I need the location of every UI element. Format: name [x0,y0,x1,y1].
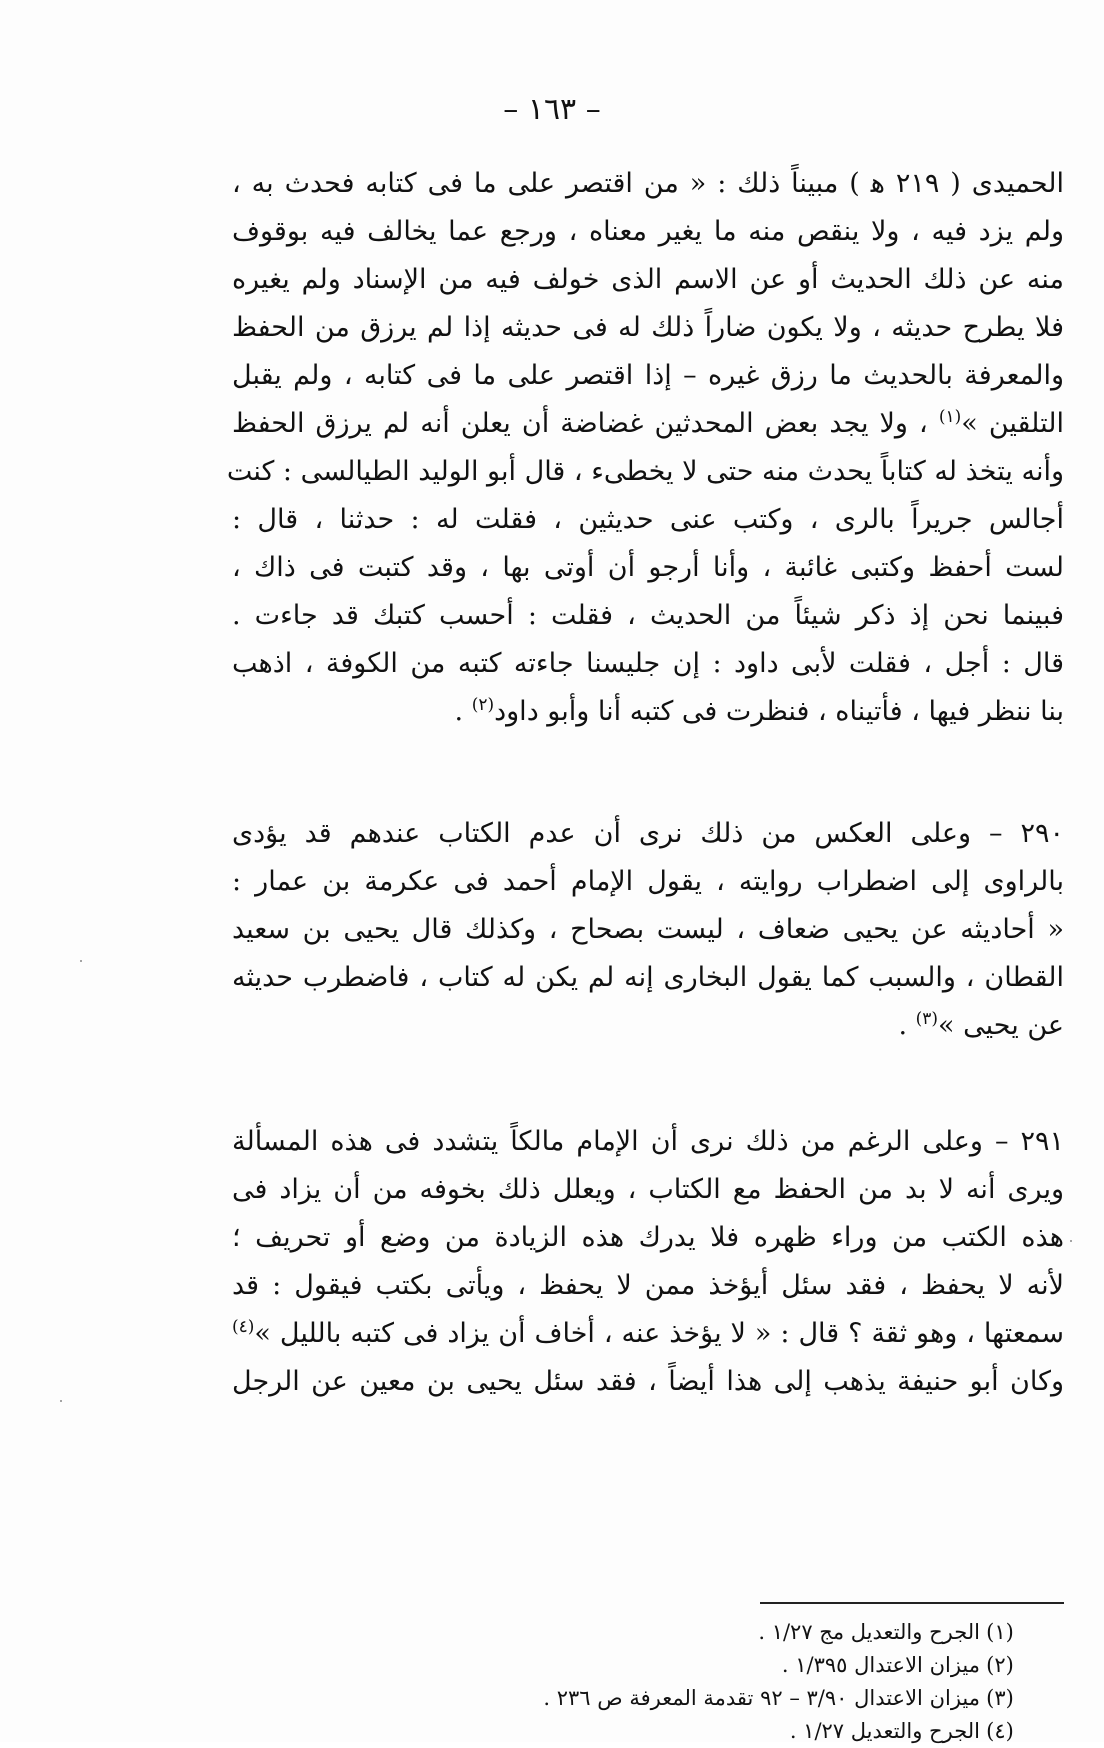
text-line: الحميدى ( ٢١٩ ﻫ ) مبيناً ذلك : « من اقتصر على ما فى كتابه فحدث به ، [232,168,1064,199]
page-number: – ١٦٣ – [503,92,601,127]
paragraph-3 [232,1118,1064,1406]
text-line: فلا يطرح حديثه ، ولا يكون ضاراً ذلك له فى حديثه إذا لم يرزق من الحفظ [232,312,1064,343]
text-line-with-footnote [232,688,1064,736]
text-line-with-footnote [232,1310,1064,1358]
text-line: ٢٩٠ – وعلى العكس من ذلك نرى أن عدم الكتاب عندهم قد يؤدى [232,818,1064,849]
text-line: والمعرفة بالحديث ما رزق غيره – إذا اقتصر على ما فى كتابه ، ولم يقبل [232,360,1064,391]
text-line: ٢٩١ – وعلى الرغم من ذلك نرى أن الإمام مالكاً يتشدد فى هذه المسألة [232,1126,1064,1157]
footnote [400,1715,1020,1748]
footnote-text: الجرح والتعديل ١/٢٧ . [789,1719,980,1743]
paragraph-2 [232,810,1064,1050]
text-line: القطان ، والسبب كما يقول البخارى إنه لم يكن له كتاب ، فاضطرب حديثه [232,962,1064,993]
text-line: أجالس جريراً بالرى ، وكتب عنى حديثين ، فقلت له : حدثنا ، قال : [232,504,1064,535]
text-line: ويرى أنه لا بد من الحفظ مع الكتاب ، ويعلل ذلك بخوفه من أن يزاد فى [232,1174,1064,1205]
footnote-text: ميزان الاعتدال ١/٣٩٥ . [781,1653,980,1677]
footnote-marker: (٤) [232,1317,255,1337]
footnote-separator [760,1602,1064,1604]
text-line-with-footnote [232,400,1064,448]
text-line: ولم يزد فيه ، ولا ينقص منه ما يغير معناه ، ورجع عما يخالف فيه بوقوف [232,216,1064,247]
line-text: . [898,1010,916,1041]
footnote-marker: (٢) [471,695,495,715]
text-line: فبينما نحن إذ ذكر شيئاً من الحديث ، فقلت : أحسب كتبك قد جاءت . [232,600,1064,631]
line-text: ، ولا يجد بعض المحدثين غضاضة أن يعلن أنه لم يرزق الحفظ [232,408,939,439]
line-text: التلقين » [961,408,1064,439]
text-line: « أحاديثه عن يحيى ضعاف ، ليست بصحاح ، وكذلك قال يحيى بن سعيد [232,914,1064,945]
text-line: منه عن ذلك الحديث أو عن الاسم الذى خولف فيه من الإسناد ولم يغيره [232,264,1064,295]
text-line: قال : أجل ، فقلت لأبى داود : إن جليسنا جاءته كتبه من الكوفة ، اذهب [232,648,1064,679]
paragraph-1 [226,160,1064,736]
footnote [400,1682,1020,1715]
text-line: وكان أبو حنيفة يذهب إلى هذا أيضاً ، فقد سئل يحيى بن معين عن الرجل [232,1366,1064,1397]
footnote-marker: (٣) [915,1009,939,1029]
footnote-text: ميزان الاعتدال ٣/٩٠ – ٩٢ تقدمة المعرفة ص ٢٣٦ . [543,1686,980,1710]
scan-speck [1070,1240,1072,1242]
line-text: . [454,696,472,727]
footnote [400,1616,1020,1649]
footnote [400,1649,1020,1682]
text-line: وأنه يتخذ له كتاباً يحدث منه حتى لا يخطىء ، قال أبو الوليد الطيالسى : كنت [226,456,1064,487]
footnote-number: (١) [986,1620,1014,1644]
footnote-text: الجرح والتعديل مج ١/٢٧ . [758,1620,980,1644]
footnote-number: (٤) [986,1719,1014,1743]
line-text: عن يحيى » [938,1010,1064,1041]
text-line-with-footnote [232,1002,1064,1050]
scan-speck [60,1400,62,1402]
footnote-number: (٣) [986,1686,1014,1710]
text-line: لست أحفظ وكتبى غائبة ، وأنا أرجو أن أوتى بها ، وقد كتبت فى ذاك ، [232,552,1064,583]
footnote-number: (٢) [986,1653,1014,1677]
scan-speck [80,960,82,962]
footnote-marker: (١) [938,407,962,427]
line-text: بنا ننظر فيها ، فأتيناه ، فنظرت فى كتبه أنا وأبو داود [494,696,1064,727]
text-line: بالراوى إلى اضطراب روايته ، يقول الإمام أحمد فى عكرمة بن عمار : [232,866,1064,897]
line-text: سمعتها ، وهو ثقة ؟ قال : « لا يؤخذ عنه ، أخاف أن يزاد فى كتبه بالليل » [254,1318,1064,1349]
text-line: لأنه لا يحفظ ، فقد سئل أيؤخذ ممن لا يحفظ ، ويأتى بكتب فيقول : قد [232,1270,1064,1301]
footnotes [400,1616,1020,1748]
text-line: هذه الكتب من وراء ظهره فلا يدرك هذه الزيادة من وضع أو تحريف ؛ [232,1222,1064,1253]
